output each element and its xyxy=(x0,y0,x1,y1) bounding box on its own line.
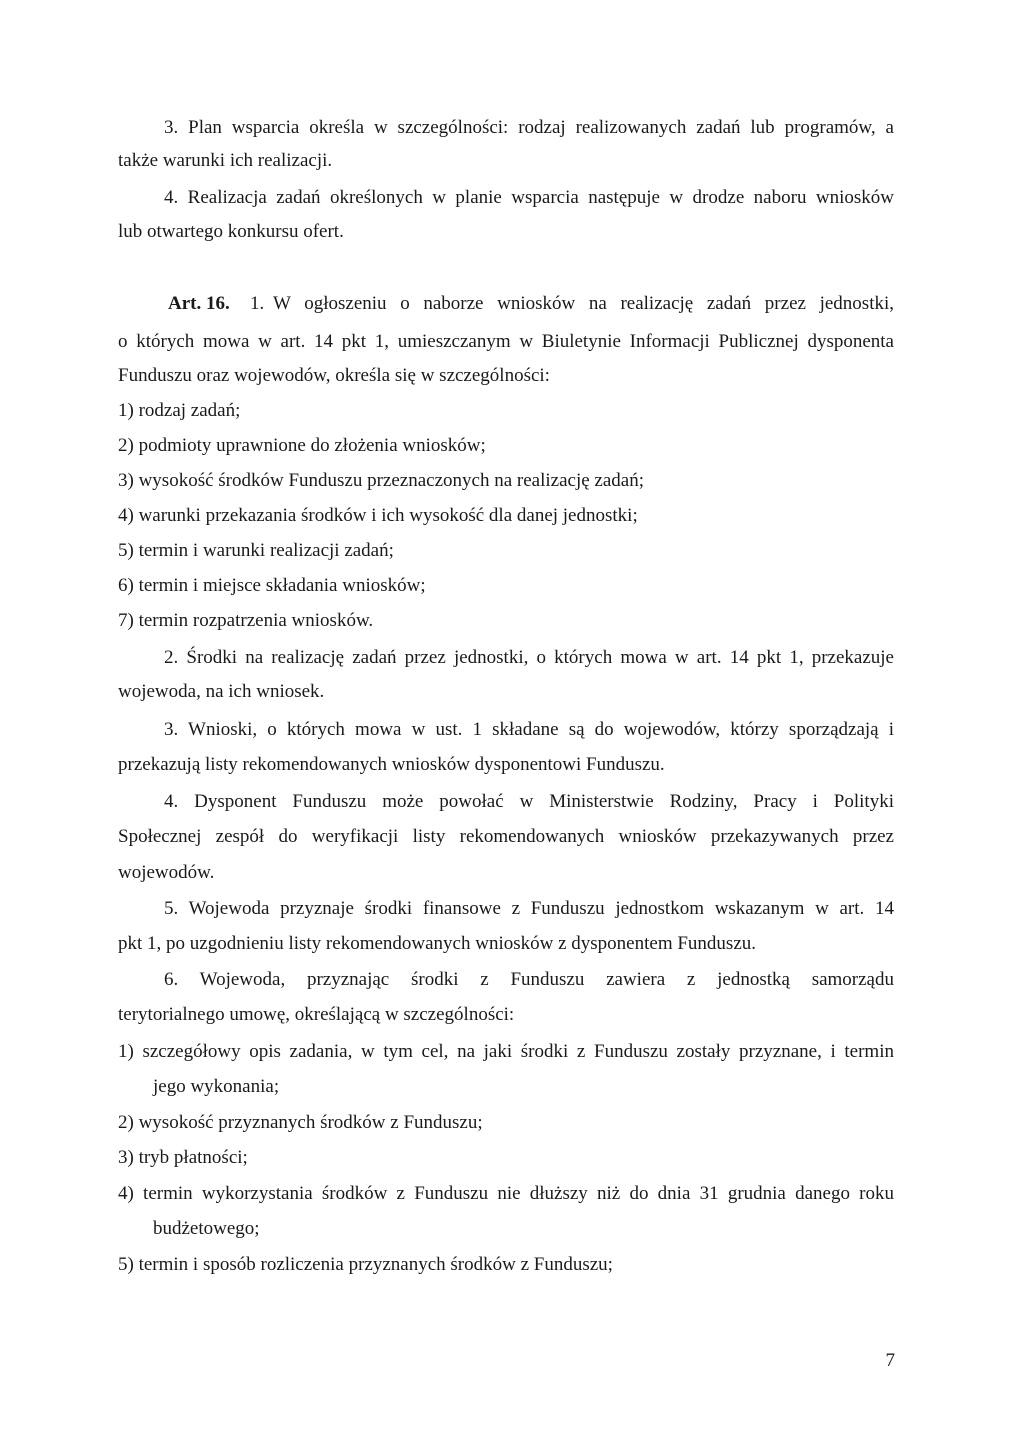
text-line: 3. Plan wsparcia określa w szczególności: rodzaj realizowanych zadań lub programów, a xyxy=(164,117,894,138)
page-number: 7 xyxy=(885,1350,895,1371)
list-item: 3) wysokość środków Funduszu przeznaczonych na realizację zadań; xyxy=(118,470,644,491)
text-line: 4. Dysponent Funduszu może powołać w Ministerstwie Rodziny, Pracy i Polityki xyxy=(164,791,894,812)
text-line: przekazują listy rekomendowanych wniosków dysponentowi Funduszu. xyxy=(118,754,665,775)
text-line: wojewoda, na ich wniosek. xyxy=(118,681,325,702)
text-line: o których mowa w art. 14 pkt 1, umieszczanym w Biuletynie Informacji Publicznej dysponenta xyxy=(118,331,894,352)
text-line: pkt 1, po uzgodnieniu listy rekomendowanych wniosków z dysponentem Funduszu. xyxy=(118,933,757,954)
list-item: 5) termin i warunki realizacji zadań; xyxy=(118,540,394,561)
text-line: 5. Wojewoda przyznaje środki finansowe z Funduszu jednostkom wskazanym w art. 14 xyxy=(164,898,894,919)
list-item: 6) termin i miejsce składania wniosków; xyxy=(118,575,426,596)
text-line: 4. Realizacja zadań określonych w planie wsparcia następuje w drodze naboru wniosków xyxy=(164,187,894,208)
list-item: 3) tryb płatności; xyxy=(118,1147,248,1168)
list-item-continuation: budżetowego; xyxy=(153,1218,260,1239)
list-item: 2) wysokość przyznanych środków z Funduszu; xyxy=(118,1112,483,1133)
list-item: 4) termin wykorzystania środków z Funduszu nie dłuższy niż do dnia 31 grudnia danego roku xyxy=(118,1183,894,1204)
list-item: 2) podmioty uprawnione do złożenia wniosków; xyxy=(118,435,486,456)
text-line: Funduszu oraz wojewodów, określa się w szczególności: xyxy=(118,365,550,386)
text-line: wojewodów. xyxy=(118,862,215,883)
text-line: 2. Środki na realizację zadań przez jednostki, o których mowa w art. 14 pkt 1, przekazuje xyxy=(164,647,894,668)
text-line: także warunki ich realizacji. xyxy=(118,150,333,171)
list-item: 4) warunki przekazania środków i ich wysokość dla danej jednostki; xyxy=(118,505,638,526)
list-item-continuation: jego wykonania; xyxy=(153,1076,280,1097)
article-point-number: 1. xyxy=(250,293,265,314)
list-item: 1) rodzaj zadań; xyxy=(118,400,241,421)
list-item: 5) termin i sposób rozliczenia przyznanych środków z Funduszu; xyxy=(118,1254,613,1275)
article-heading: Art. 16. xyxy=(168,293,230,314)
list-item: 1) szczegółowy opis zadania, w tym cel, na jaki środki z Funduszu zostały przyznane, i termin xyxy=(118,1041,894,1062)
list-item: 7) termin rozpatrzenia wniosków. xyxy=(118,610,374,631)
text-line: lub otwartego konkursu ofert. xyxy=(118,221,344,242)
text-line: Społecznej zespół do weryfikacji listy rekomendowanych wniosków przekazywanych przez xyxy=(118,826,894,847)
text-line: 6. Wojewoda, przyznając środki z Funduszu zawiera z jednostką samorządu xyxy=(164,969,894,990)
text-line: terytorialnego umowę, określającą w szczególności: xyxy=(118,1004,515,1025)
text-line: 3. Wnioski, o których mowa w ust. 1 składane są do wojewodów, którzy sporządzają i xyxy=(164,719,894,740)
text-line: W ogłoszeniu o naborze wniosków na realizację zadań przez jednostki, xyxy=(273,293,894,314)
